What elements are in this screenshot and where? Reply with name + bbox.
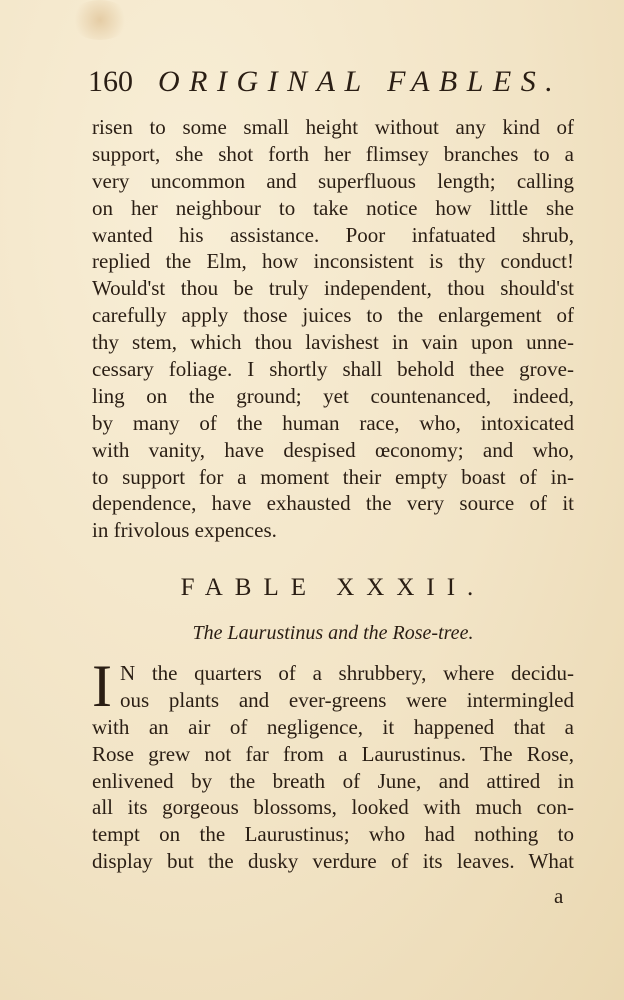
fable-subtitle: The Laurustinus and the Rose-tree.	[192, 622, 474, 644]
text-line: carefully apply those juices to the enlargement of	[92, 303, 574, 328]
text-block-fable	[92, 653, 574, 875]
paper-stain	[70, 0, 130, 40]
text-line: ling on the ground; yet countenanced, indeed,	[92, 383, 574, 408]
text-line: thy stem, which thou lavishest in vain upon unne-	[92, 330, 574, 355]
text-block-continuation	[92, 114, 574, 544]
text-line: cessary foliage. I shortly shall behold thee grove-	[92, 357, 574, 382]
catchword: a	[554, 884, 564, 908]
text-line: support, she shot forth her flimsey branches to a	[92, 141, 574, 166]
text-line: very uncommon and superfluous length; calling	[92, 168, 574, 193]
text-line: Rose grew not far from a Laurustinus. The Rose,	[92, 741, 574, 766]
text-line: with vanity, have despised œconomy; and who,	[92, 437, 574, 462]
text-line: by many of the human race, who, intoxicated	[92, 410, 574, 435]
text-line: display but the dusky verdure of its leaves. What	[92, 849, 574, 874]
fable-title: FABLE XXXII.	[180, 574, 486, 601]
text-line: in frivolous expences.	[92, 518, 277, 543]
text-line: all its gorgeous blossoms, looked with much con-	[92, 795, 574, 820]
text-line: enlivened by the breath of June, and attired in	[92, 768, 574, 793]
drop-cap: I	[92, 653, 112, 719]
text-line: dependence, have exhausted the very source of it	[92, 491, 574, 516]
page-number: 160	[88, 65, 133, 98]
text-line: to support for a moment their empty boast of in-	[92, 464, 574, 489]
text-line: on her neighbour to take notice how little she	[92, 195, 574, 220]
text-line: replied the Elm, how inconsistent is thy conduct!	[92, 249, 574, 274]
text-line: Would'st thou be truly independent, thou should'st	[92, 276, 574, 301]
text-line: wanted his assistance. Poor infatuated shrub,	[92, 222, 574, 247]
text-line: N the quarters of a shrubbery, where decidu-	[120, 661, 574, 685]
text-line: with an air of negligence, it happened that a	[92, 714, 574, 739]
text-line: tempt on the Laurustinus; who had nothing to	[92, 822, 574, 847]
text-line: ous plants and ever-greens were intermingled	[120, 687, 574, 712]
running-title: ORIGINAL FABLES.	[158, 65, 563, 98]
text-line: risen to some small height without any kind of	[92, 115, 574, 139]
